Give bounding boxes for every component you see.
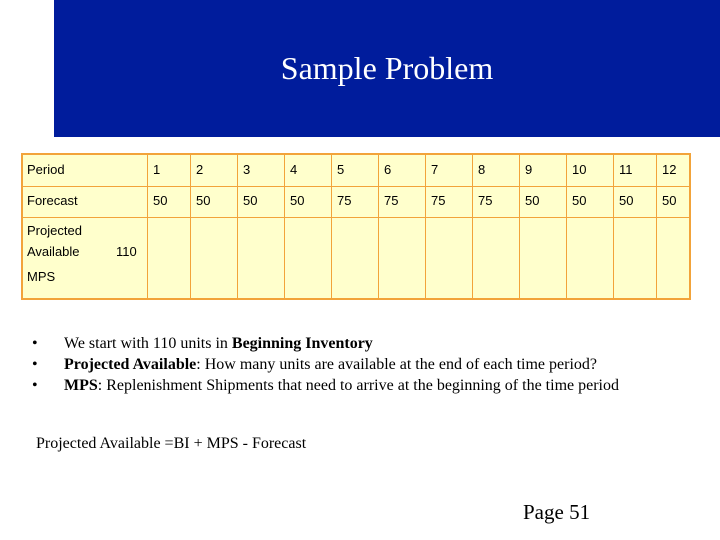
- bullet-dot: •: [32, 377, 38, 394]
- bullet-bold: Beginning Inventory: [231, 335, 373, 352]
- period-cell: 6: [384, 162, 392, 177]
- forecast-cell: 50: [572, 193, 587, 208]
- bullet-dot: •: [32, 335, 38, 352]
- period-cell: 9: [525, 162, 533, 177]
- forecast-cell: 50: [290, 193, 305, 208]
- page-number: Page 51: [523, 500, 591, 524]
- bullet-bold: Projected Available: [64, 356, 197, 373]
- grid-column-divider: [284, 155, 285, 298]
- forecast-cell: 50: [196, 193, 211, 208]
- row-label-mps: MPS: [27, 269, 56, 284]
- bullet-dot: •: [32, 356, 38, 373]
- grid-column-divider: [472, 155, 473, 298]
- period-cell: 4: [290, 162, 298, 177]
- period-cell: 3: [243, 162, 251, 177]
- period-cell: 12: [662, 162, 677, 177]
- bullet-item: [28, 375, 708, 396]
- row-label-forecast: Forecast: [27, 193, 78, 208]
- bullet-item: [28, 354, 708, 375]
- forecast-cell: 50: [243, 193, 258, 208]
- bullet-text: : How many units are available at the end of each time period?: [196, 356, 597, 373]
- period-cell: 10: [572, 162, 587, 177]
- grid-column-divider: [331, 155, 332, 298]
- grid-column-divider: [425, 155, 426, 298]
- bullet-list: [28, 333, 708, 396]
- forecast-cell: 75: [431, 193, 446, 208]
- period-cell: 1: [153, 162, 161, 177]
- forecast-cell: 50: [525, 193, 540, 208]
- mps-table: [21, 153, 691, 300]
- grid-row-divider: [23, 217, 689, 218]
- title-banner: [54, 0, 720, 137]
- grid-column-divider: [519, 155, 520, 298]
- bullet-bold: MPS: [64, 377, 98, 394]
- period-cell: 8: [478, 162, 486, 177]
- initial-projected-value: 110: [116, 244, 137, 259]
- formula-text: Projected Available =BI + MPS - Forecast: [36, 435, 307, 452]
- period-cell: 2: [196, 162, 204, 177]
- grid-column-divider: [613, 155, 614, 298]
- grid-column-divider: [566, 155, 567, 298]
- grid-column-divider: [378, 155, 379, 298]
- grid-row-divider: [23, 186, 689, 187]
- period-cell: 5: [337, 162, 345, 177]
- forecast-cell: 75: [478, 193, 493, 208]
- slide-title: Sample Problem: [280, 50, 494, 86]
- forecast-cell: 50: [662, 193, 677, 208]
- grid-column-divider: [147, 155, 148, 298]
- bullet-item: [28, 333, 708, 354]
- forecast-cell: 75: [384, 193, 399, 208]
- bullet-text: We start with 110 units in: [64, 335, 232, 352]
- forecast-cell: 50: [619, 193, 634, 208]
- bullet-text: : Replenishment Shipments that need to arrive at the beginning of the time period: [97, 377, 619, 394]
- grid-column-divider: [656, 155, 657, 298]
- forecast-cell: 75: [337, 193, 352, 208]
- row-label-period: Period: [27, 162, 65, 177]
- forecast-cell: 50: [153, 193, 168, 208]
- grid-column-divider: [237, 155, 238, 298]
- period-cell: 11: [619, 162, 633, 177]
- row-label-projected-2: Available: [27, 244, 80, 259]
- row-label-projected-1: Projected: [27, 223, 82, 238]
- grid-column-divider: [190, 155, 191, 298]
- period-cell: 7: [431, 162, 439, 177]
